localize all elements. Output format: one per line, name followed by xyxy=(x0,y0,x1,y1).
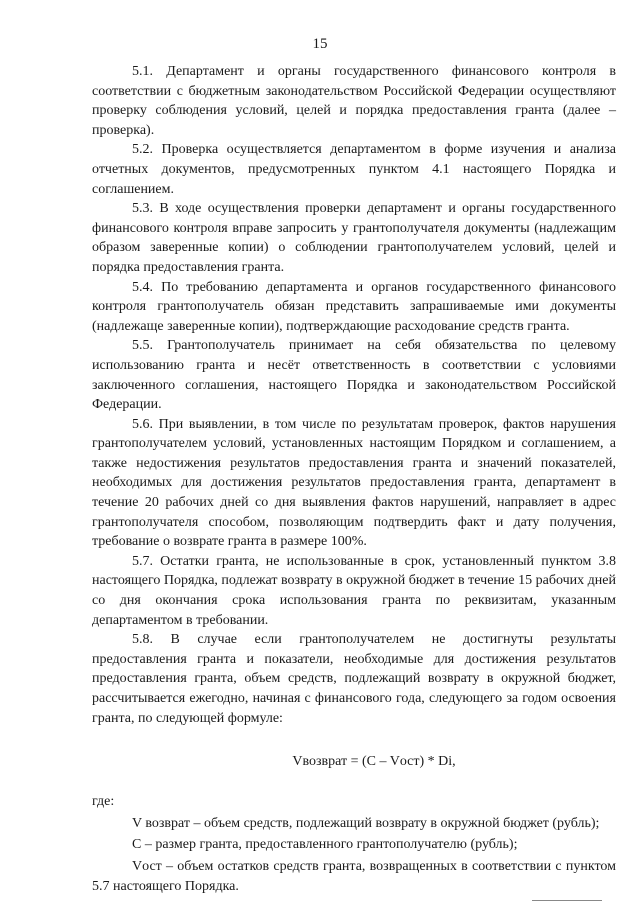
paragraph-5-3: 5.3. В ходе осуществления проверки департамент и органы государственного финансового контроля вправе запросить у грантополучателя документы (надлежащим образом заверенные копии) о соблюдении грантополучателем условий, целей и порядка предоставления гранта. xyxy=(92,201,616,275)
scan-edge-mark xyxy=(532,900,602,901)
page-number: 15 xyxy=(312,36,328,52)
definition-c: C – размер гранта, предоставленного грантополучателю (рубль); xyxy=(132,837,518,853)
paragraph-5-7: 5.7. Остатки гранта, не использованные в срок, установленный пунктом 3.8 настоящего Порядка, подлежат возврату в окружной бюджет в течение 15 рабочих дней со дня окончания срока использования гранта по реквизитам, указанным департаментом в требовании. xyxy=(92,553,616,628)
document-body xyxy=(92,62,616,896)
paragraph-5-1: 5.1. Департамент и органы государственного финансового контроля в соответствии с бюджетным законодательством Российской Федерации осуществляют проверку соблюдения условий, целей и порядка предоставления гранта (далее – проверка). xyxy=(92,64,616,138)
definition-v-remainder: Vост – объем остатков средств гранта, возвращенных в соответствии с пунктом 5.7 настоящего Порядка. xyxy=(92,858,616,894)
paragraph-5-2: 5.2. Проверка осуществляется департаментом в форме изучения и анализа отчетных документов, предусмотренных пунктом 4.1 настоящего Порядка и соглашением. xyxy=(92,142,616,197)
formula: Vвозврат = (C – Vост) * Di, xyxy=(292,754,456,770)
paragraph-5-5: 5.5. Грантополучатель принимает на себя обязательства по целевому использованию гранта и несёт ответственность в соответствии с условиями заключенного соглашения, настоящего Порядка и законодательством Российской Федерации. xyxy=(92,338,616,413)
paragraph-5-6: 5.6. При выявлении, в том числе по результатам проверок, фактов нарушения грантополучателем условий, установленных настоящим Порядком и соглашением, а также недостижения результатов предоставления гранта и значений показателей, необходимых для достижения результатов предоставления гранта, департамент в течение 20 рабочих дней со дня выявления фактов нарушений, направляет в адрес грантополучателя способом, позволяющим подтвердить факт и дату получения, требование о возврате гранта в размере 100%. xyxy=(92,416,616,550)
where-label: где: xyxy=(92,794,115,810)
definition-v-return: V возврат – объем средств, подлежащий возврату в окружной бюджет (рубль); xyxy=(132,815,600,831)
paragraph-5-8: 5.8. В случае если грантополучателем не достигнуты результаты предоставления гранта и показатели, необходимые для достижения результатов предоставления гранта, объем средств, подлежащий возврату в окружной бюджет, рассчитывается ежегодно, начиная с финансового года, следующего за годом освоения гранта, по следующей формуле: xyxy=(92,632,616,726)
paragraph-5-4: 5.4. По требованию департамента и органов государственного финансового контроля грантополучатель обязан представить запрашиваемые ими документы (надлежаще заверенные копии), подтверждающие расходование средств гранта. xyxy=(92,279,616,334)
